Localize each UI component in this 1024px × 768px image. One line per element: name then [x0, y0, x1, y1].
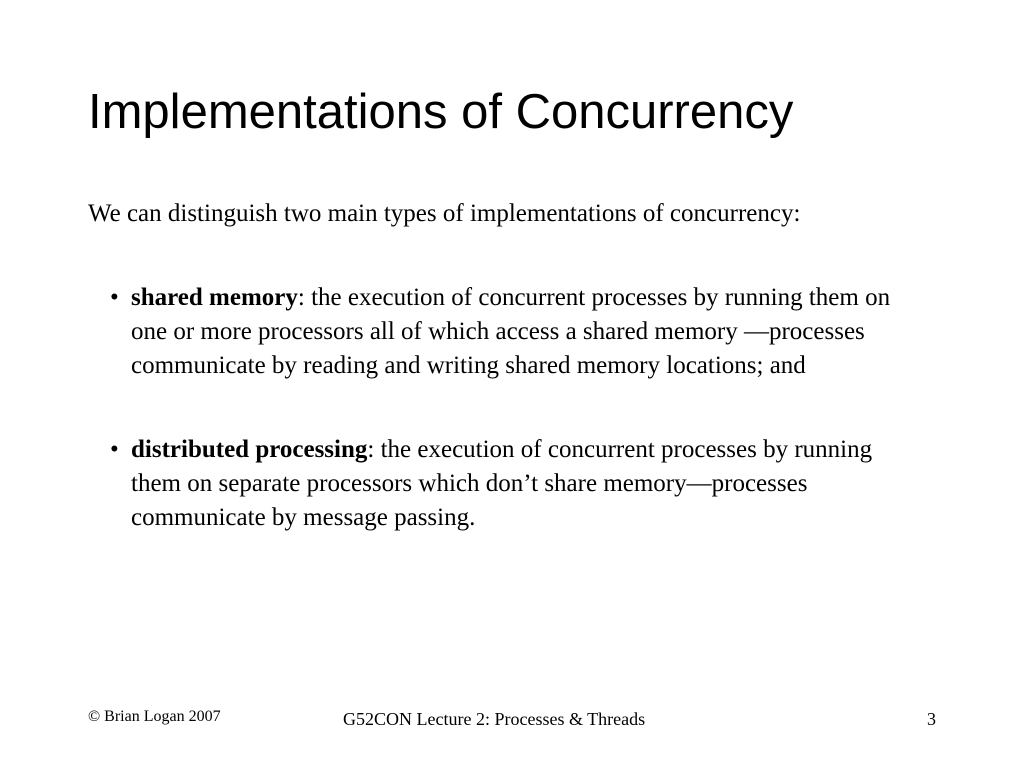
bullet-description: : the execution of concurrent processes by running them on one or more processors all of which access a shared memory —processes communicate by reading and writing shared memory locations; and: [131, 284, 891, 379]
intro-text: We can distinguish two main types of implementations of concurrency:: [88, 200, 801, 227]
bullet-term: shared memory: [131, 284, 298, 311]
bullet-shared-memory: [88, 281, 926, 383]
slide-title: Implementations of Concurrency: [88, 85, 794, 139]
bullet-distributed-processing: [88, 433, 926, 535]
bullet-icon: •: [110, 284, 119, 311]
bullet-term: distributed processing: [131, 436, 368, 463]
slide-body: [88, 197, 948, 535]
footer-page-number: 3: [927, 709, 936, 729]
bullet-description: : the execution of concurrent processes by running them on separate processors which don’t share memory—processes communicate by message passing.: [131, 436, 873, 531]
bullet-icon: •: [110, 436, 119, 463]
bullet-list: [88, 281, 948, 535]
footer-course-title: G52CON Lecture 2: Processes & Threads: [343, 709, 646, 729]
footer-copyright: © Brian Logan 2007: [88, 708, 221, 725]
